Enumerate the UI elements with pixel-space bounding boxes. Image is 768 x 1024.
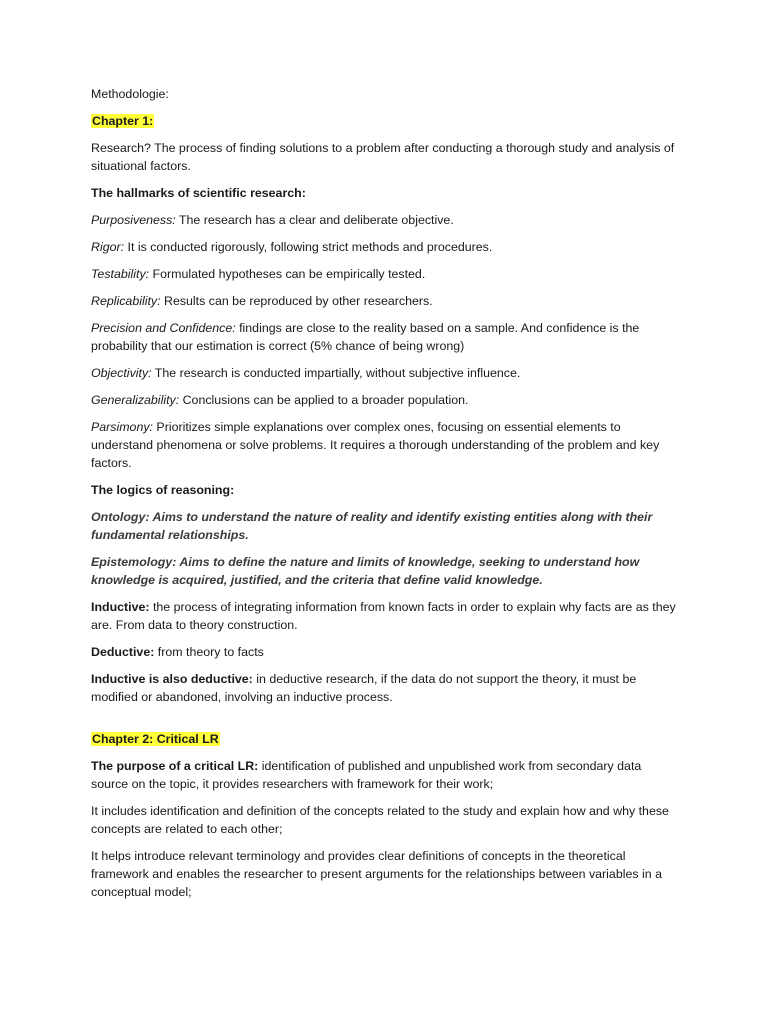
hallmark-text: Formulated hypotheses can be empirically tested. xyxy=(149,267,426,281)
chapter-1-intro: Research? The process of finding solutions to a problem after conducting a thorough study and analysis of situational factors. xyxy=(91,141,675,173)
chapter-2-paragraph: It helps introduce relevant terminology and provides clear definitions of concepts in the theoretical framework and enables the researcher to present arguments for the relationships between variables in a conceptual model; xyxy=(91,849,662,899)
hallmark-text: The research is conducted impartially, without subjective influence. xyxy=(151,366,521,380)
hallmark-text: findings are close to the reality based on a sample. And confidence is the probability that our estimation is correct (5% chance of being wrong) xyxy=(91,321,640,353)
hallmark-testability xyxy=(91,265,681,283)
hallmark-rigor xyxy=(91,238,681,256)
hallmark-generalizability xyxy=(91,391,681,409)
reasoning-text: in deductive research, if the data do not support the theory, it must be modified or abandoned, involving an inductive process. xyxy=(91,672,637,704)
ontology-paragraph: Ontology: Aims to understand the nature of reality and identify existing entities along with their fundamental relationships. xyxy=(91,510,653,542)
hallmark-term: Generalizability: xyxy=(91,393,180,407)
hallmark-term: Purposiveness: xyxy=(91,213,176,227)
hallmark-text: It is conducted rigorously, following strict methods and procedures. xyxy=(124,240,493,254)
document-title: Methodologie: xyxy=(91,87,169,101)
reasoning-inductive-deductive xyxy=(91,670,681,706)
epistemology-paragraph: Epistemology: Aims to define the nature and limits of knowledge, seeking to understand how knowledge is acquired, justified, and the criteria that define valid knowledge. xyxy=(91,555,640,587)
hallmark-text: Results can be reproduced by other researchers. xyxy=(160,294,433,308)
chapter-2-heading-highlight: Chapter 2: Critical LR xyxy=(92,732,219,746)
hallmark-term: Objectivity: xyxy=(91,366,152,380)
hallmarks-heading: The hallmarks of scientific research: xyxy=(91,186,306,200)
hallmark-term: Testability: xyxy=(91,267,150,281)
reasoning-term: Inductive is also deductive: xyxy=(91,672,253,686)
hallmark-text: Prioritizes simple explanations over complex ones, focusing on essential elements to understand phenomena or solve problems. It requires a thorough understanding of the problem and key factors. xyxy=(91,420,660,470)
reasoning-text: from theory to facts xyxy=(154,645,264,659)
hallmark-purposiveness xyxy=(91,211,681,229)
chapter-2-purpose xyxy=(91,757,681,793)
reasoning-inductive xyxy=(91,598,681,634)
hallmark-parsimony xyxy=(91,418,681,472)
hallmark-term: Replicability: xyxy=(91,294,161,308)
chapter-2-paragraph: It includes identification and definition of the concepts related to the study and explain how and why these concepts are related to each other; xyxy=(91,804,669,836)
hallmark-term: Precision and Confidence: xyxy=(91,321,236,335)
hallmark-text: The research has a clear and deliberate objective. xyxy=(175,213,454,227)
document-body xyxy=(91,85,681,910)
purpose-term: The purpose of a critical LR: xyxy=(91,759,259,773)
reasoning-term: Inductive: xyxy=(91,600,150,614)
reasoning-text: the process of integrating information from known facts in order to explain why facts are as they are. From data to theory construction. xyxy=(91,600,676,632)
hallmark-term: Rigor: xyxy=(91,240,125,254)
chapter-1-heading xyxy=(91,112,681,130)
hallmark-term: Parsimony: xyxy=(91,420,153,434)
logics-heading: The logics of reasoning: xyxy=(91,483,235,497)
reasoning-term: Deductive: xyxy=(91,645,155,659)
reasoning-deductive xyxy=(91,643,681,661)
hallmark-text: Conclusions can be applied to a broader population. xyxy=(179,393,469,407)
hallmark-precision-confidence xyxy=(91,319,681,355)
hallmark-objectivity xyxy=(91,364,681,382)
chapter-1-heading-highlight: Chapter 1: xyxy=(92,114,154,128)
chapter-2-heading xyxy=(91,730,681,748)
hallmark-replicability xyxy=(91,292,681,310)
purpose-text: identification of published and unpublished work from secondary data source on the topic, it provides researchers with framework for their work; xyxy=(91,759,642,791)
